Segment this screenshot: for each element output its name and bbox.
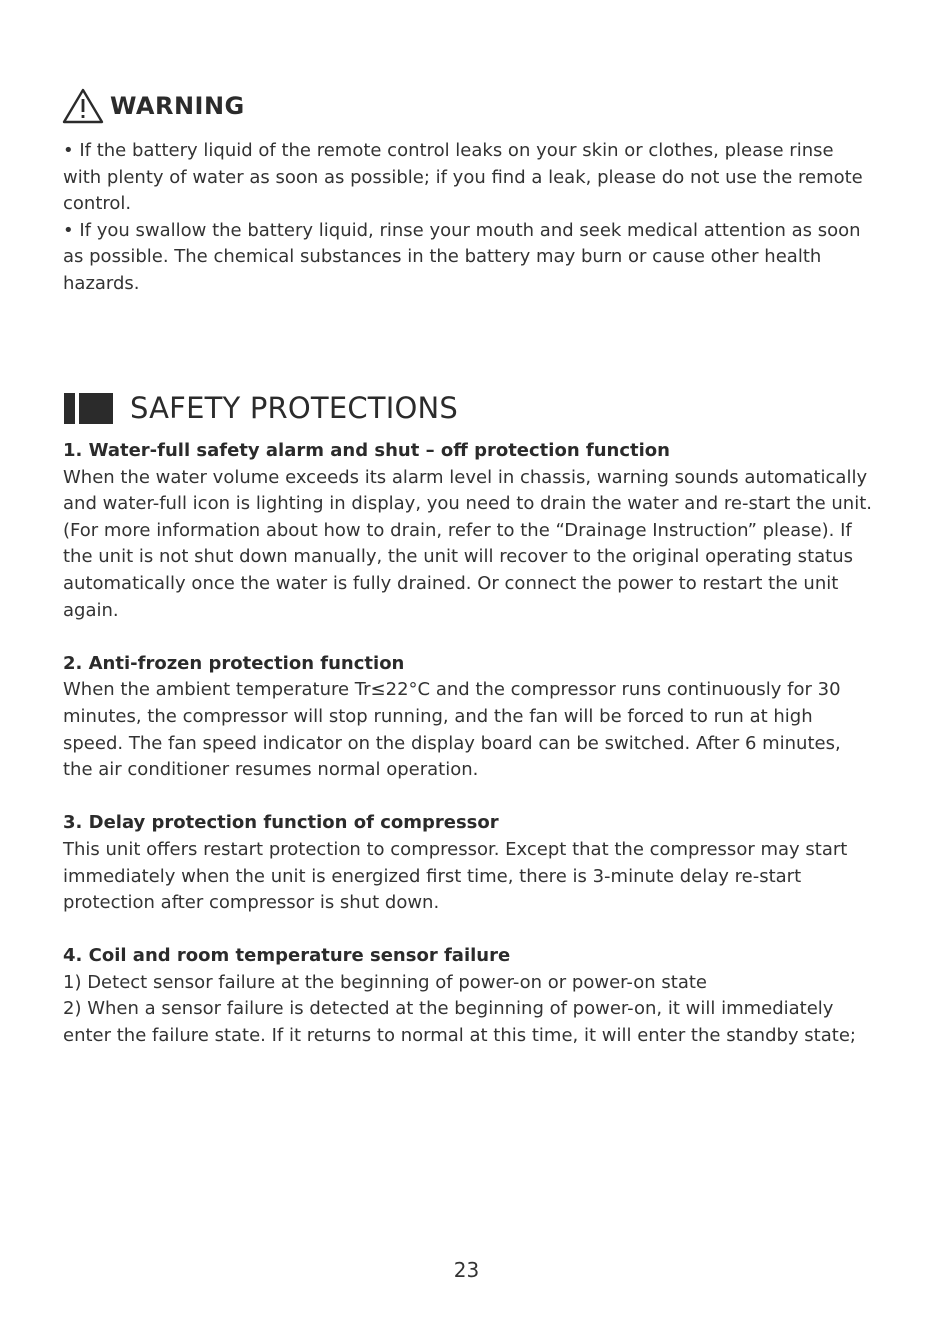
warning-body	[63, 138, 873, 298]
protection-text: 1) Detect sensor failure at the beginning of power-on or power-on state	[63, 971, 707, 993]
protection-text: When the ambient temperature Tr≤22°C and the compressor runs continuously for 30 minutes, the compressor will stop running, and the fan will be forced to run at high speed. The fan speed indicator on the display board can be switched. After 6 minutes, the air conditioner resumes normal operation.	[63, 679, 841, 781]
warning-header	[62, 86, 245, 126]
section-content	[63, 438, 875, 1076]
page-number: 23	[453, 1258, 480, 1282]
protection-heading: 1. Water-full safety alarm and shut – off protection function	[63, 440, 670, 461]
protection-item	[63, 943, 875, 1049]
protection-item	[63, 438, 875, 624]
section-header	[64, 390, 458, 426]
protection-heading: 4. Coil and room temperature sensor failure	[63, 945, 511, 967]
protection-heading: 2. Anti-frozen protection function	[63, 652, 405, 674]
warning-triangle-icon	[62, 88, 104, 124]
section-title: SAFETY PROTECTIONS	[130, 391, 458, 425]
protection-item	[63, 810, 875, 916]
warning-paragraph: • If you swallow the battery liquid, rinse your mouth and seek medical attention as soon as possible. The chemical substances in the battery may burn or cause other health hazards.	[63, 219, 861, 294]
protection-item	[63, 651, 875, 784]
section-marker-large	[79, 393, 113, 424]
warning-paragraph: • If the battery liquid of the remote control leaks on your skin or clothes, please rinse with plenty of water as soon as possible; if you find a leak, please do not use the remote control.	[63, 140, 863, 215]
protection-text: 2) When a sensor failure is detected at the beginning of power-on, it will immediately enter the failure state. If it returns to normal at this time, it will enter the standby state;	[63, 998, 856, 1047]
section-marker-small	[64, 393, 75, 424]
protection-text: When the water volume exceeds its alarm level in chassis, warning sounds automatically and water-full icon is lighting in display, you need to drain the water and re-start the unit. (For more information about how to drain, refer to the “Drainage Instruction” please). If the unit is not shut down manually, the unit will recover to the original operating status automatically once the water is fully drained. Or connect the power to restart the unit again.	[63, 466, 872, 621]
protection-heading: 3. Delay protection function of compressor	[63, 812, 499, 834]
warning-title: WARNING	[110, 92, 245, 120]
protection-text: This unit offers restart protection to compressor. Except that the compressor may start immediately when the unit is energized first time, there is 3-minute delay re-start protection after compressor is shut down.	[63, 838, 848, 914]
